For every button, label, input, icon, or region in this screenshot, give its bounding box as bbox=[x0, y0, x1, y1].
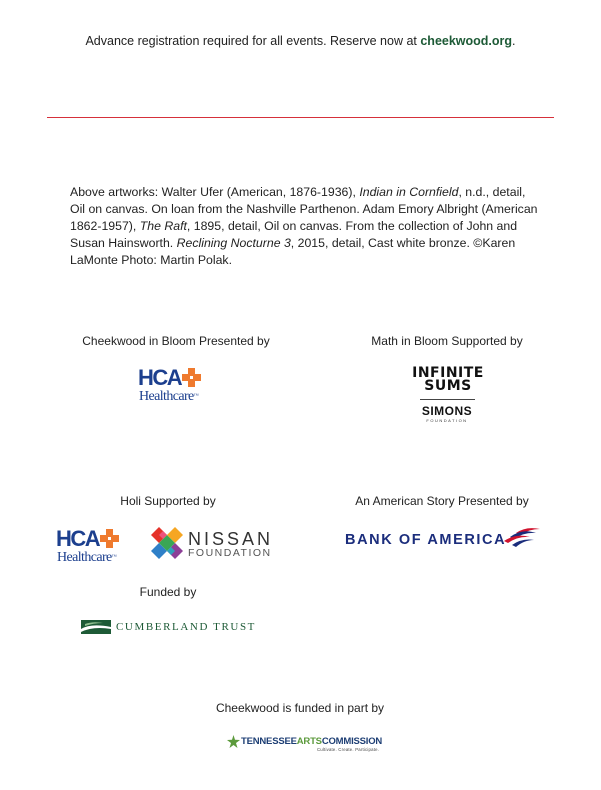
funded-by-label: Funded by bbox=[139, 585, 197, 599]
hca-cross-icon bbox=[182, 368, 201, 387]
logo-divider bbox=[420, 399, 475, 400]
american-story-sponsor-label: An American Story Presented by bbox=[355, 494, 529, 508]
artwork-credits: Above artworks: Walter Ufer (American, 1876-1936), Indian in Cornfield, n.d., detail, Oil on canvas. On loan from the Nashville Parthenon. Adam Emory Albright (American 1862-1957), The Raft, 1895, detail, Oil on canvas. From the collection of John and Susan Hainsworth. Reclining Nocturne 3, 2015, detail, Cast white bronze. ©Karen LaMonte Photo: Martin Polak. bbox=[70, 185, 538, 267]
hca-healthcare-logo: HCA Healthcare™ bbox=[56, 527, 142, 567]
cheekwood-funding-label: Cheekwood is funded in part by bbox=[215, 701, 385, 715]
divider bbox=[47, 117, 554, 118]
tennessee-arts-commission-logo: TENNESSEEARTSCOMMISSION Cultivate. Create. Participate. bbox=[241, 736, 383, 752]
holi-sponsor-label: Holi Supported by bbox=[120, 494, 216, 508]
cheekwood-link[interactable]: cheekwood.org bbox=[420, 34, 513, 48]
cumberland-trust-logo: CUMBERLAND TRUST bbox=[116, 621, 256, 633]
infinite-sums-logo: INFINITE SUMS bbox=[412, 365, 484, 394]
simons-foundation-logo: SIMONS FOUNDATION bbox=[421, 404, 473, 423]
nissan-foundation-mark-icon bbox=[151, 527, 183, 559]
hca-healthcare-logo: HCA Healthcare™ bbox=[138, 366, 224, 406]
registration-note: Advance registration required for all events. Reserve now at cheekwood.org. bbox=[85, 34, 516, 48]
bank-of-america-logo: BANK OF AMERICA bbox=[345, 532, 507, 548]
hca-cross-icon bbox=[100, 529, 119, 548]
cumberland-trust-mark-icon bbox=[81, 620, 111, 634]
nissan-foundation-logo: NISSAN FOUNDATION bbox=[188, 529, 274, 559]
tennessee-arts-star-icon bbox=[227, 735, 240, 748]
bloom-sponsor-label: Cheekwood in Bloom Presented by bbox=[82, 334, 270, 348]
math-sponsor-label: Math in Bloom Supported by bbox=[371, 334, 523, 348]
bank-of-america-flag-icon bbox=[504, 527, 541, 547]
